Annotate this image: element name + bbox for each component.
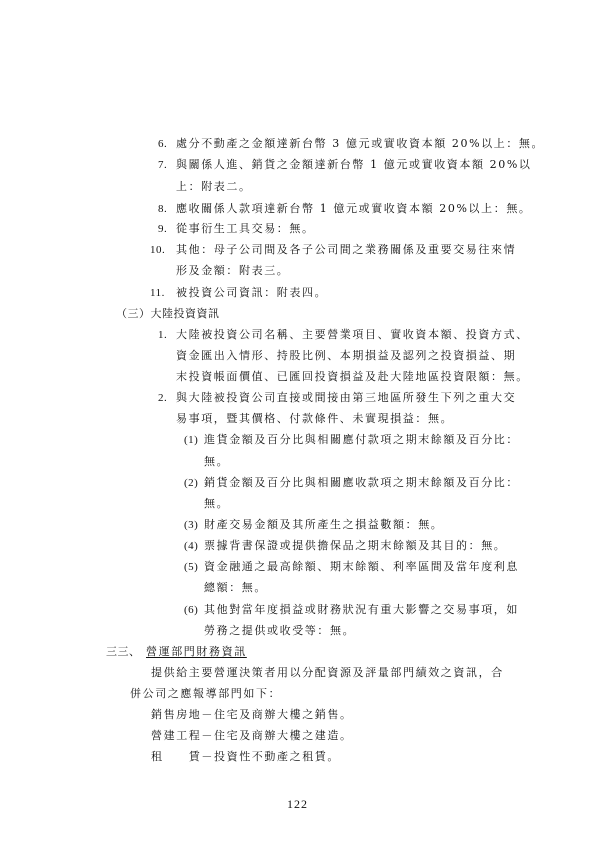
subitem-text: 勞務之提供或收受等：無。: [204, 624, 356, 637]
subitem-number: (5): [184, 561, 199, 573]
subitem-text: 票據背書保證或提供擔保品之期末餘額及其目的：無。: [204, 539, 507, 552]
segment-item: 營建工程－住宅及商辦大樓之建造。: [151, 729, 353, 742]
item-text: 與關係人進、銷貨之金額達新台幣 1 億元或實收資本額 20%以: [176, 158, 532, 171]
subitem-text: 總額：無。: [204, 581, 267, 594]
item-number: 8.: [158, 203, 168, 215]
item-number: 2.: [158, 392, 168, 404]
item-text: 應收關係人款項達新台幣 1 億元或實收資本額 20%以上：無。: [176, 202, 532, 215]
subitem-text: 無。: [204, 455, 230, 468]
subitem-text: 銷貨金額及百分比與相關應收款項之期末餘額及百分比：: [204, 476, 519, 489]
item-text: 易事項，暨其價格、付款條件、未實現損益：無。: [176, 412, 454, 425]
item-text: 形及金額：附表三。: [176, 264, 290, 277]
subitem-text: 進貨金額及百分比與相關應付款項之期末餘額及百分比：: [204, 433, 519, 446]
item-text: 與大陸被投資公司直接或間接由第三地區所發生下列之重大交: [176, 391, 517, 404]
section-number: 三三、: [106, 645, 141, 658]
item-number: 11.: [150, 287, 165, 299]
item-text: 資金匯出入情形、持股比例、本期損益及認列之投資損益、期: [176, 349, 517, 362]
subitem-number: (6): [184, 604, 199, 616]
subitem-text: 資金融通之最高餘額、期末餘額、利率區間及當年度利息: [204, 560, 519, 573]
item-text: 末投資帳面價值、已匯回投資損益及赴大陸地區投資限額：無。: [176, 370, 529, 383]
item-text: 大陸被投資公司名稱、主要營業項目、實收資本額、投資方式、: [176, 328, 529, 341]
subitem-number: (2): [184, 477, 199, 489]
subitem-number: (4): [184, 540, 199, 552]
subitem-number: (3): [184, 519, 199, 531]
item-number: 7.: [158, 159, 168, 171]
item-number: 6.: [158, 138, 168, 150]
paragraph-line: 併公司之應報導部門如下：: [130, 687, 282, 700]
item-number: 10.: [150, 244, 166, 256]
subitem-text: 無。: [204, 497, 230, 510]
paragraph-line: 提供給主要營運決策者用以分配資源及評量部門績效之資訊，合: [151, 666, 504, 679]
subitem-number: (1): [184, 434, 199, 446]
page-number: 122: [287, 797, 308, 811]
item-number: 9.: [158, 223, 168, 235]
subitem-text: 財產交易金額及其所產生之損益數額：無。: [204, 518, 444, 531]
section-heading-mainland: （三）大陸投資資訊: [116, 307, 220, 320]
item-number: 1.: [158, 329, 168, 341]
item-text: 處分不動產之金額達新台幣 3 億元或實收資本額 20%以上：無。: [176, 137, 545, 150]
section-title: 營運部門財務資訊: [146, 645, 247, 658]
item-text: 上：附表二。: [176, 180, 252, 193]
segment-item: 銷售房地－住宅及商辦大樓之銷售。: [151, 708, 353, 721]
item-text: 從事衍生工具交易：無。: [176, 222, 315, 235]
item-text: 被投資公司資訊：附表四。: [176, 286, 328, 299]
segment-item: 租 賃－投資性不動產之租賃。: [151, 750, 340, 763]
subitem-text: 其他對當年度損益或財務狀況有重大影響之交易事項，如: [204, 603, 519, 616]
item-text: 其他：母子公司間及各子公司間之業務關係及重要交易往來情: [176, 243, 517, 256]
